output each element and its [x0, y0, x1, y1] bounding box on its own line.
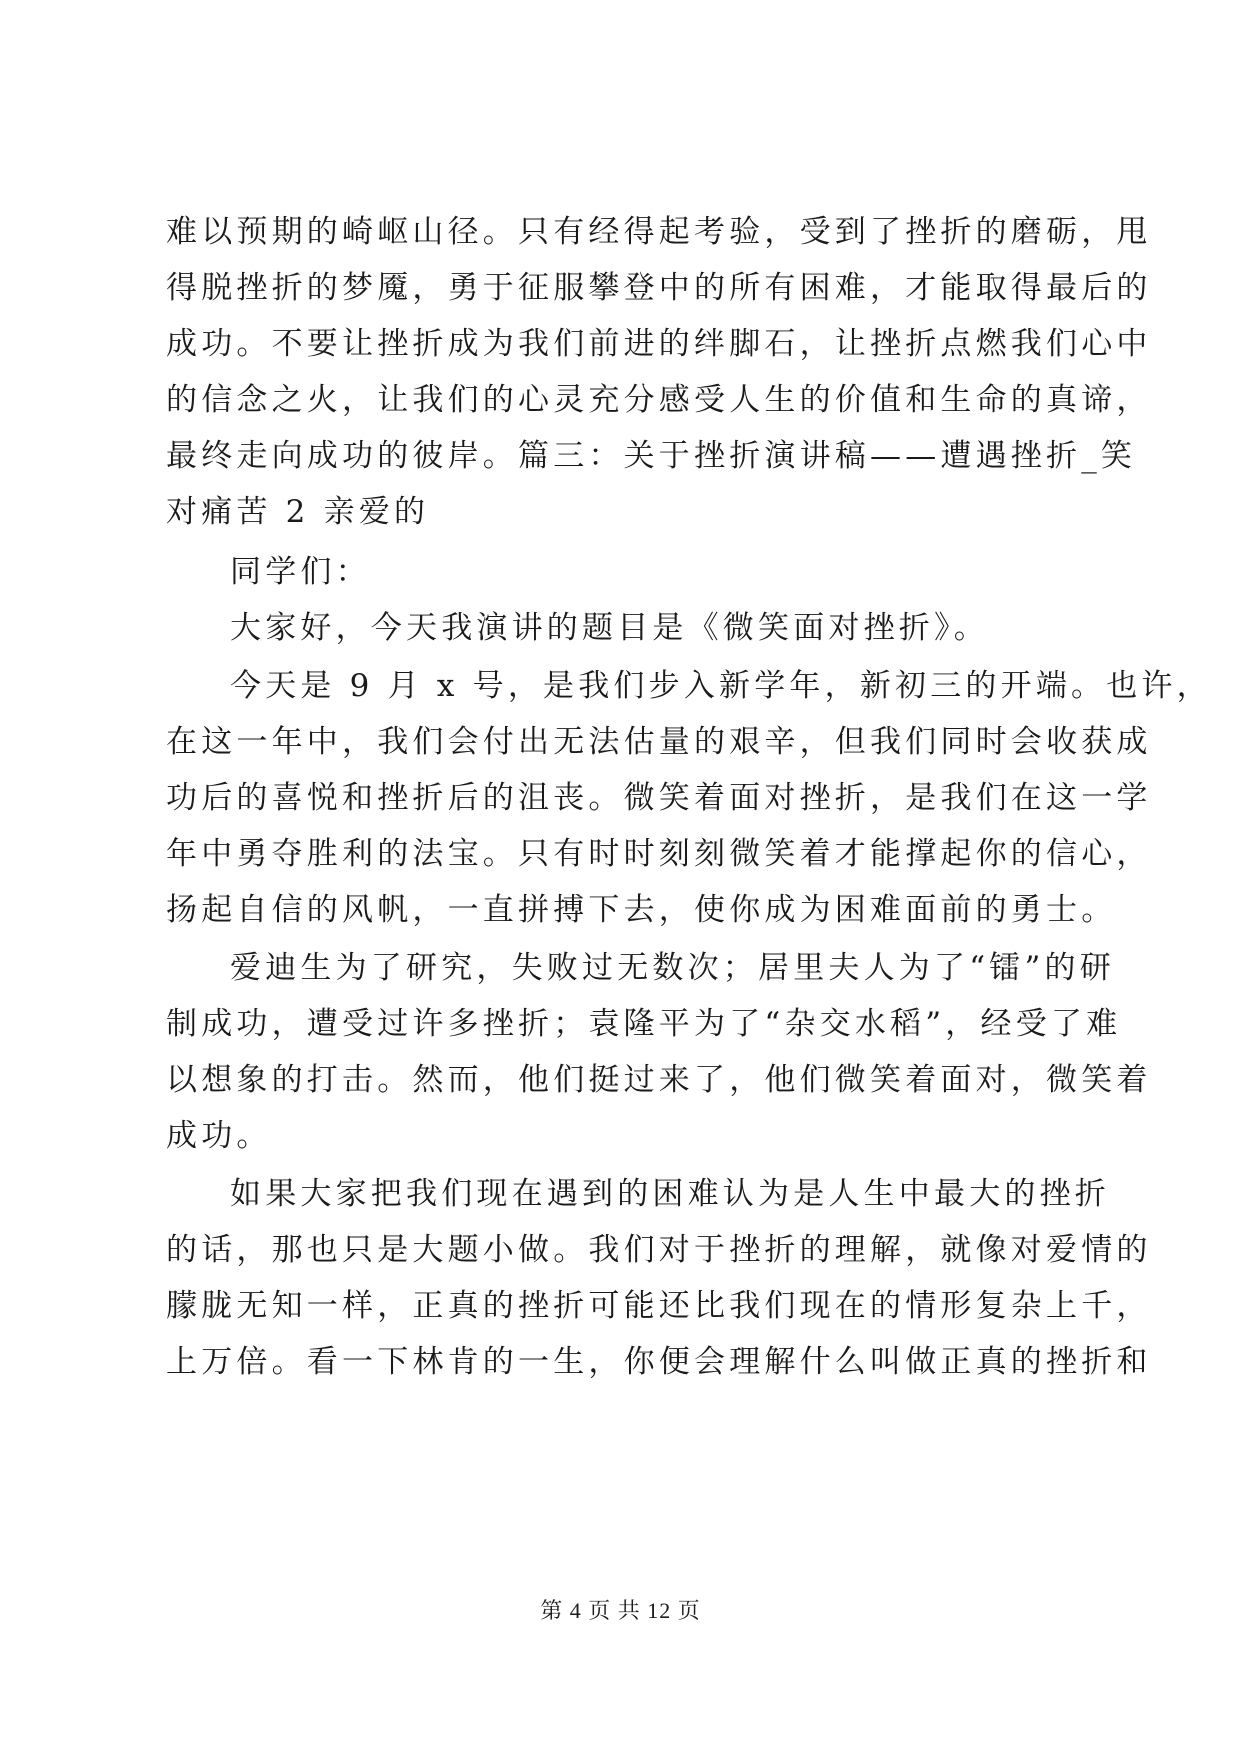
text-line: 在这一年中，我们会付出无法估量的艰辛，但我们同时会收获成 [166, 724, 1152, 760]
page-number-footer: 第 4 页 共 12 页 [540, 1598, 701, 1623]
text-line: 今天是 9 月 x 号，是我们步入新学年，新初三的开端。也许， [230, 668, 1212, 704]
text-line: 以想象的打击。然而，他们挺过来了，他们微笑着面对，微笑着 [166, 1062, 1152, 1098]
text-line: 的信念之火，让我们的心灵充分感受人生的价值和生命的真谛， [166, 382, 1152, 418]
text-line: 的话，那也只是大题小做。我们对于挫折的理解，就像对爱情的 [166, 1232, 1152, 1268]
text-line: 上万倍。看一下林肯的一生，你便会理解什么叫做正真的挫折和 [166, 1344, 1152, 1380]
text-line: 制成功，遭受过许多挫折；袁隆平为了“杂交水稻”，经受了难 [166, 1006, 1122, 1042]
text-line: 爱迪生为了研究，失败过无数次；居里夫人为了“镭”的研 [230, 950, 1115, 986]
text-line: 大家好，今天我演讲的题目是《微笑面对挫折》。 [230, 610, 989, 646]
text-line: 成功。不要让挫折成为我们前进的绊脚石，让挫折点燃我们心中 [166, 326, 1152, 362]
text-line: 朦胧无知一样，正真的挫折可能还比我们现在的情形复杂上千， [166, 1288, 1152, 1324]
text-line: 同学们： [230, 554, 371, 590]
text-line: 难以预期的崎岖山径。只有经得起考验，受到了挫折的磨砺，甩 [166, 214, 1152, 250]
text-line: 对痛苦 2 亲爱的 [166, 494, 430, 530]
text-line: 最终走向成功的彼岸。篇三：关于挫折演讲稿——遭遇挫折_笑 [166, 438, 1137, 474]
text-line: 功后的喜悦和挫折后的沮丧。微笑着面对挫折，是我们在这一学 [166, 780, 1152, 816]
text-line: 扬起自信的风帆，一直拼搏下去，使你成为困难面前的勇士。 [166, 892, 1117, 928]
text-line: 得脱挫折的梦魇，勇于征服攀登中的所有困难，才能取得最后的 [166, 270, 1152, 306]
text-line: 成功。 [166, 1118, 272, 1154]
text-line: 如果大家把我们现在遇到的困难认为是人生中最大的挫折 [230, 1176, 1110, 1212]
text-line: 年中勇夺胜利的法宝。只有时时刻刻微笑着才能撑起你的信心， [166, 836, 1152, 872]
